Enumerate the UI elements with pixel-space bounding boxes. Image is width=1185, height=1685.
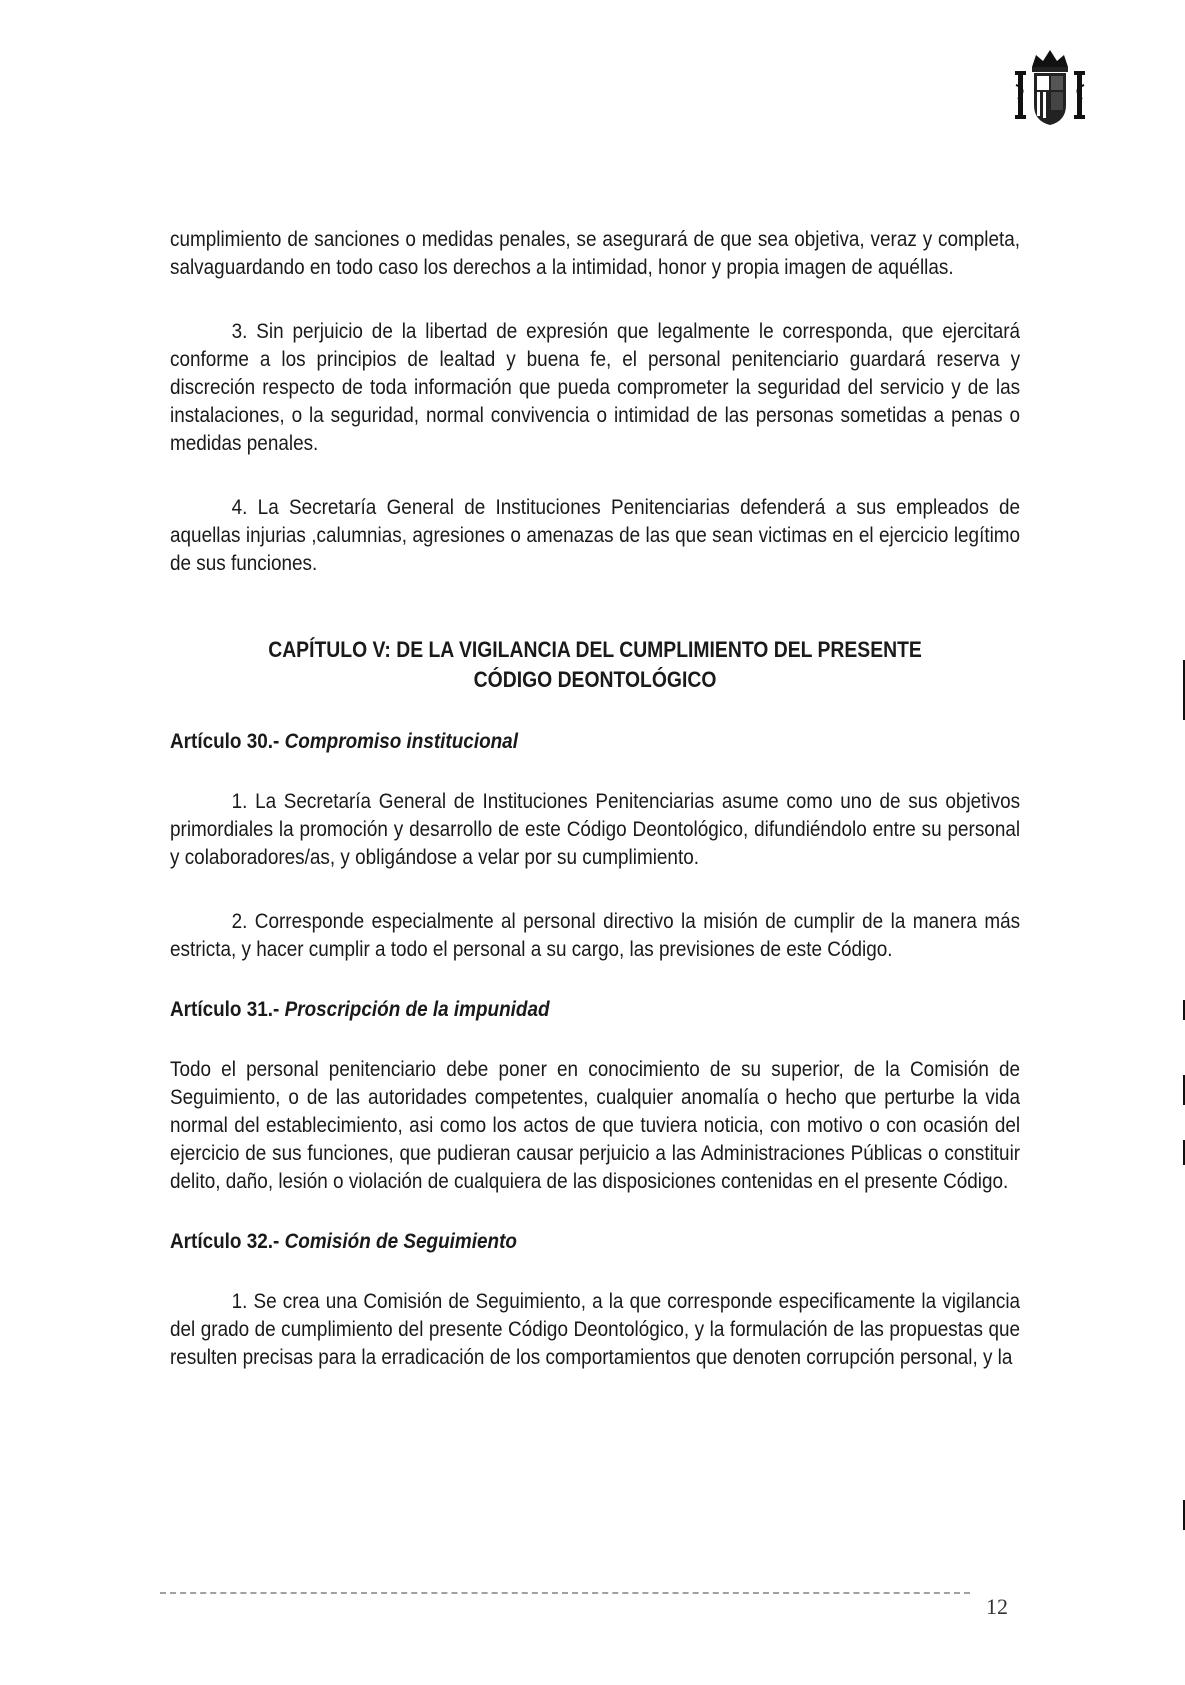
article-31-label: Artículo 31.-	[170, 997, 280, 1021]
article-30-label: Artículo 30.-	[170, 729, 280, 753]
article-30-heading	[170, 727, 1020, 755]
article-32-label: Artículo 32.-	[170, 1229, 280, 1253]
chapter-heading-line-2: CÓDIGO DEONTOLÓGICO	[473, 667, 717, 692]
document-body	[170, 225, 1020, 1371]
chapter-heading-line-1: CAPÍTULO V: DE LA VIGILANCIA DEL CUMPLIMIENTO DEL PRESENTE	[268, 637, 922, 662]
spain-coat-of-arms-icon	[1010, 45, 1090, 130]
paragraph-3: 3. Sin perjuicio de la libertad de expresión que legalmente le corresponda, que ejercitará conforme a los principios de lealtad y buena fe, el personal penitenciario guardará reserva y discreción respecto de toda información que pueda comprometer la seguridad del servicio y de las instalaciones, o la seguridad, normal convivencia o intimidad de las personas sometidas a penas o medidas penales.	[170, 319, 1021, 455]
paragraph-continued: cumplimiento de sanciones o medidas penales, se asegurará de que sea objetiva, veraz y completa, salvaguardando en todo caso los derechos a la intimidad, honor y propia imagen de aquéllas.	[170, 227, 1021, 279]
article-32-title: Comisión de Seguimiento	[284, 1229, 517, 1253]
article-32-paragraph-1: 1. Se crea una Comisión de Seguimiento, a la que corresponde especificamente la vigilancia del grado de cumplimiento del presente Código Deontológico, y la formulación de las propuestas que resulten precisas para la erradicación de los comportamientos que denoten corrupción personal, y la	[170, 1289, 1021, 1369]
page-number: 12	[986, 1594, 1008, 1619]
paragraph-4: 4. La Secretaría General de Instituciones Penitenciarias defenderá a sus empleados de aquellas injurias ,calumnias, agresiones o amenazas de las que sean victimas en el ejercicio legítimo de sus funciones.	[170, 495, 1021, 575]
article-31-paragraph-1: Todo el personal penitenciario debe poner en conocimiento de su superior, de la Comisión de Seguimiento, o de las autoridades competentes, cualquier anomalía o hecho que perturbe la vida normal del establecimiento, asi como los actos de que tuviera noticia, con motivo o con ocasión del ejercicio de sus funciones, que pudieran causar perjuicio a las Administraciones Públicas o constituir delito, daño, lesión o violación de cualquiera de las disposiciones contenidas en el presente Código.	[170, 1057, 1021, 1193]
article-30-paragraph-2: 2. Corresponde especialmente al personal directivo la misión de cumplir de la manera más estricta, y hacer cumplir a todo el personal a su cargo, las previsiones de este Código.	[170, 909, 1021, 961]
chapter-heading	[170, 635, 1020, 695]
article-30-title: Compromiso institucional	[284, 729, 518, 753]
article-32-heading	[170, 1227, 1020, 1255]
article-31-heading	[170, 995, 1020, 1023]
footer-divider	[160, 1592, 970, 1594]
article-30-paragraph-1: 1. La Secretaría General de Instituciones Penitenciarias asume como uno de sus objetivos primordiales la promoción y desarrollo de este Código Deontológico, difundiéndolo entre su personal y colaboradores/as, y obligándose a velar por su cumplimiento.	[170, 789, 1021, 869]
article-31-title: Proscripción de la impunidad	[284, 997, 550, 1021]
